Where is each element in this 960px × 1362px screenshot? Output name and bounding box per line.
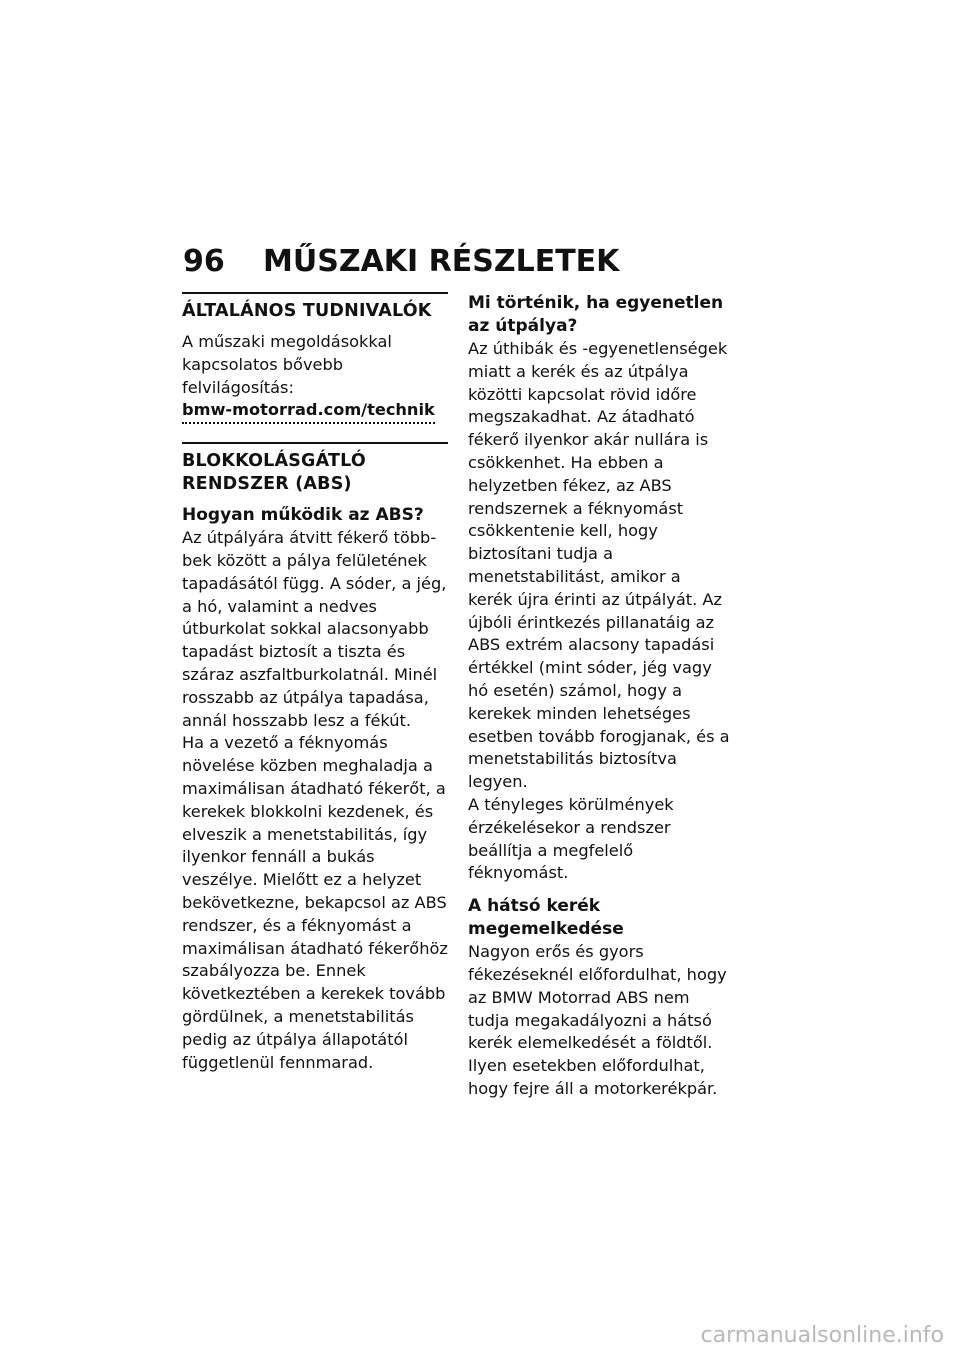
abs-paragraph-1: Az útpályára átvitt fékerő többbek között a pálya felületének tapadásától függ. A sóder, a jég, a hó, valamint a nedves útburkolat sokkal alacsonyabb tapadást biztosít a tiszta és száraz aszfaltburkolatnál. Minél rosszabb az útpálya tapadása, annál hosszabb lesz a fékút. [182,528,447,730]
rear-wheel-paragraph: Nagyon erős és gyors fékezéseknél előfordulhat, hogy az BMW Motorrad ABS nem tudja megakadályozni a hátsó kerék elemelkedését a földtől. Ilyen esetekben előfordulhat, hogy fejre áll a motorkerékpár. [468,942,727,1098]
left-column [182,292,448,1074]
general-text: A műszaki megoldásokkal kapcsolatos bővebb felvilágosítás: [182,332,392,397]
page-title: MŰSZAKI RÉSZLETEK [263,244,620,279]
section-divider [182,292,448,294]
subheading-rear-wheel-lift: A hátsó kerék megemelkedése [468,896,624,940]
right-column [468,292,730,1101]
section-divider [182,442,448,444]
subheading-how-abs-works: Hogyan működik az ABS? [182,505,424,526]
abs-paragraph-2: Ha a vezető a féknyomás növelése közben meghaladja a maximálisan átadható fékerőt, a kerekek blokkolni kezdenek, és elveszik a menetstabilitás, így ilyenkor fennáll a bukás veszélye. Mielőtt ez a helyzet bekövetkezne, bekapcsol az ABS rendszer, és a féknyomást a maximálisan átadható fékerőhöz szabályozza be. Ennek következtében a kerekek tovább gördülnek, a menetstabilitás pedig az útpálya állapotától függetlenül fennmarad. [182,733,448,1072]
section-heading-general: ÁLTALÁNOS TUDNIVALÓK [182,301,432,321]
watermark: carmanualsonline.info [700,1323,944,1348]
uneven-paragraph-1: Az úthibák és -egyenetlenségek miatt a kerék és az útpálya közötti kapcsolat rövid időre megszakadhat. Az átadható fékerő ilyenkor akár nullára is csökkenhet. Ha ebben a helyzetben fékez, az ABS rendszernek a féknyomást csökkentenie kell, hogy biztosítani tudja a menetstabilitást, amikor a kerék újra érinti az útpályát. Az újbóli érintkezés pillanatáig az ABS extrém alacsony tapadási értékkel (mint sóder, jég vagy hó esetén) számol, hogy a kerekek minden lehetséges esetben tovább forogjanak, és a menetstabilitás biztosítva legyen. [468,339,730,792]
uneven-paragraph-2: A tényleges körülmények érzékelésekor a rendszer beállítja a megfelelő féknyomást. [468,794,674,883]
technik-link[interactable]: bmw-motorrad.com/technik [182,399,435,424]
subheading-uneven-road: Mi történik, ha egyenetlen az útpálya? [468,293,724,336]
section-heading-abs: BLOKKOLÁSGÁTLÓ RENDSZER (ABS) [182,451,366,495]
page-number: 96 [183,244,225,279]
page-header [183,244,619,279]
